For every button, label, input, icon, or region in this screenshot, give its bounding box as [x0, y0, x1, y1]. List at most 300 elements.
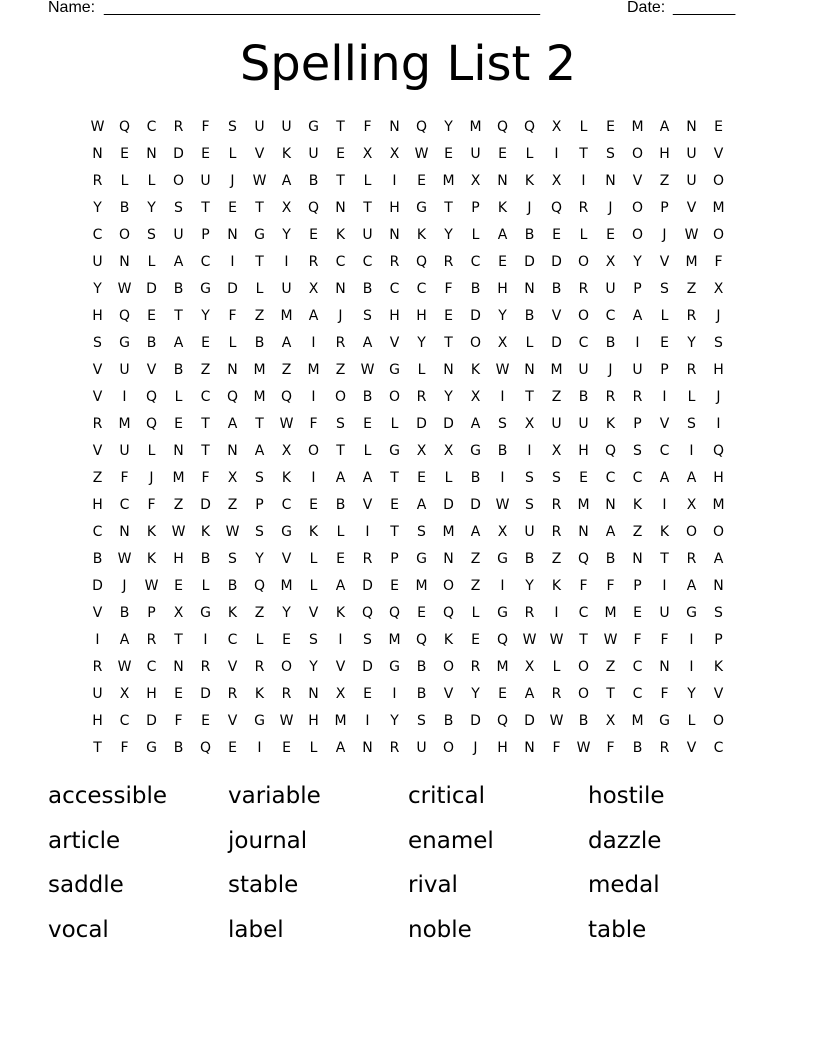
grid-letter: G — [416, 551, 427, 567]
grid-letter: T — [336, 173, 345, 189]
grid-letter: L — [525, 335, 534, 351]
grid-letter: V — [92, 605, 103, 621]
grid-letter: H — [497, 740, 508, 756]
grid-letter: L — [201, 578, 210, 594]
grid-letter: Z — [227, 497, 238, 513]
grid-letter: L — [228, 146, 237, 162]
grid-letter: A — [281, 335, 292, 351]
grid-letter: L — [660, 308, 669, 324]
grid-letter: M — [604, 605, 617, 621]
grid-letter: V — [686, 200, 697, 216]
grid-letter: B — [173, 362, 184, 378]
grid-letter: H — [578, 443, 589, 459]
grid-letter: W — [90, 119, 105, 135]
grid-letter: D — [443, 497, 454, 513]
grid-letter: R — [578, 200, 589, 216]
grid-letter: G — [281, 524, 292, 540]
grid-letter: F — [120, 740, 129, 756]
grid-letter: N — [605, 173, 616, 189]
grid-letter: R — [254, 659, 265, 675]
grid-letter: X — [524, 659, 535, 675]
grid-letter: U — [362, 227, 373, 243]
grid-letter: T — [201, 416, 210, 432]
grid-letter: F — [147, 497, 156, 513]
grid-letter: F — [714, 254, 723, 270]
grid-letter: K — [659, 524, 670, 540]
grid-letter: X — [416, 443, 427, 459]
grid-letter: E — [309, 227, 318, 243]
name-label: Name: — [48, 0, 96, 16]
grid-letter: W — [225, 524, 240, 540]
grid-letter: J — [527, 200, 532, 216]
grid-letter: Q — [415, 254, 428, 270]
grid-letter: R — [524, 605, 535, 621]
grid-letter: F — [660, 686, 669, 702]
grid-letter: K — [443, 632, 454, 648]
grid-letter: Z — [254, 605, 265, 621]
grid-letter: I — [554, 146, 559, 162]
grid-letter: S — [309, 632, 318, 648]
grid-letter: M — [712, 200, 725, 216]
grid-letter: O — [172, 173, 185, 189]
grid-letter: U — [308, 146, 319, 162]
grid-letter: O — [712, 713, 725, 729]
grid-letter: W — [576, 740, 591, 756]
grid-letter: Z — [551, 551, 562, 567]
grid-letter: B — [254, 335, 265, 351]
grid-letter: E — [336, 551, 345, 567]
grid-letter: N — [605, 497, 616, 513]
grid-letter: W — [117, 551, 132, 567]
grid-letter: I — [311, 470, 316, 486]
grid-letter: K — [632, 497, 643, 513]
grid-letter: B — [308, 173, 319, 189]
grid-letter: W — [279, 713, 294, 729]
grid-letter: T — [174, 632, 183, 648]
grid-letter: R — [92, 416, 103, 432]
grid-letter: T — [390, 524, 399, 540]
grid-letter: X — [119, 686, 130, 702]
grid-letter: W — [144, 578, 159, 594]
grid-letter: F — [228, 308, 237, 324]
grid-letter: G — [497, 551, 508, 567]
grid-letter: R — [605, 389, 616, 405]
grid-letter: F — [201, 119, 210, 135]
grid-letter: K — [281, 146, 292, 162]
grid-letter: L — [147, 443, 156, 459]
grid-letter: U — [416, 740, 427, 756]
grid-letter: R — [389, 254, 400, 270]
grid-letter: I — [365, 713, 370, 729]
grid-letter: A — [632, 308, 643, 324]
grid-letter: J — [473, 740, 478, 756]
grid-letter: D — [416, 416, 427, 432]
grid-letter: N — [578, 524, 589, 540]
word-bank-item: medal — [588, 872, 660, 898]
date-blank-line: _______ — [673, 0, 736, 16]
grid-letter: B — [605, 335, 616, 351]
grid-letter: B — [362, 389, 373, 405]
grid-letter: E — [174, 416, 183, 432]
grid-letter: K — [470, 362, 481, 378]
grid-letter: L — [309, 578, 318, 594]
grid-letter: T — [336, 119, 345, 135]
grid-letter: B — [200, 551, 211, 567]
grid-letter: C — [632, 686, 643, 702]
grid-letter: B — [173, 740, 184, 756]
grid-letter: W — [360, 362, 375, 378]
grid-letter: E — [444, 308, 453, 324]
grid-letter: B — [119, 200, 130, 216]
grid-letter: M — [631, 119, 644, 135]
grid-letter: B — [146, 335, 157, 351]
grid-letter: S — [228, 119, 237, 135]
grid-letter: C — [605, 470, 616, 486]
grid-letter: K — [713, 659, 724, 675]
grid-letter: T — [201, 200, 210, 216]
grid-letter: S — [228, 551, 237, 567]
grid-letter: D — [146, 713, 157, 729]
grid-letter: J — [608, 200, 613, 216]
grid-letter: C — [605, 308, 616, 324]
grid-letter: Y — [444, 119, 453, 135]
grid-letter: E — [174, 686, 183, 702]
grid-letter: H — [713, 362, 724, 378]
grid-letter: B — [416, 686, 427, 702]
word-bank-item: saddle — [48, 872, 124, 898]
grid-letter: L — [552, 659, 561, 675]
grid-letter: E — [228, 200, 237, 216]
grid-letter: Y — [471, 686, 480, 702]
grid-letter: U — [281, 281, 292, 297]
grid-letter: L — [417, 362, 426, 378]
grid-letter: R — [308, 254, 319, 270]
grid-letter: Q — [415, 119, 428, 135]
grid-letter: Q — [253, 578, 266, 594]
grid-letter: U — [173, 227, 184, 243]
grid-letter: I — [662, 578, 667, 594]
grid-letter: A — [173, 335, 184, 351]
grid-letter: N — [173, 659, 184, 675]
grid-letter: P — [714, 632, 723, 648]
grid-letter: S — [687, 416, 696, 432]
grid-letter: W — [252, 173, 267, 189]
grid-letter: A — [335, 578, 346, 594]
grid-letter: F — [606, 578, 615, 594]
grid-letter: I — [716, 416, 721, 432]
grid-letter: P — [633, 281, 642, 297]
grid-letter: T — [363, 200, 372, 216]
grid-letter: M — [577, 497, 590, 513]
grid-letter: R — [281, 686, 292, 702]
page-title: Spelling List 2 — [239, 36, 577, 92]
grid-letter: G — [389, 362, 400, 378]
grid-letter: E — [390, 497, 399, 513]
grid-letter: D — [551, 254, 562, 270]
grid-letter: M — [118, 416, 131, 432]
grid-letter: U — [470, 146, 481, 162]
grid-letter: B — [578, 713, 589, 729]
grid-letter: N — [443, 362, 454, 378]
grid-letter: Q — [523, 119, 536, 135]
grid-letter: S — [606, 146, 615, 162]
grid-letter: L — [363, 443, 372, 459]
grid-letter: R — [551, 497, 562, 513]
grid-letter: G — [254, 713, 265, 729]
grid-letter: X — [281, 200, 292, 216]
grid-letter: V — [227, 659, 238, 675]
grid-letter: R — [443, 254, 454, 270]
grid-letter: S — [552, 470, 561, 486]
grid-letter: J — [608, 362, 613, 378]
grid-letter: I — [122, 389, 127, 405]
grid-letter: M — [685, 254, 698, 270]
grid-letter: L — [309, 740, 318, 756]
grid-letter: H — [146, 686, 157, 702]
grid-letter: O — [631, 227, 644, 243]
grid-letter: E — [309, 497, 318, 513]
grid-letter: U — [686, 146, 697, 162]
grid-letter: N — [173, 443, 184, 459]
grid-letter: L — [579, 227, 588, 243]
grid-letter: T — [201, 443, 210, 459]
grid-letter: K — [146, 524, 157, 540]
grid-letter: K — [227, 605, 238, 621]
grid-letter: U — [551, 416, 562, 432]
grid-letter: I — [500, 578, 505, 594]
grid-letter: O — [712, 524, 725, 540]
grid-letter: C — [335, 254, 346, 270]
grid-letter: N — [713, 578, 724, 594]
grid-letter: U — [281, 119, 292, 135]
grid-letter: L — [147, 173, 156, 189]
grid-letter: E — [552, 227, 561, 243]
grid-letter: C — [92, 524, 103, 540]
grid-letter: W — [117, 659, 132, 675]
grid-letter: E — [633, 605, 642, 621]
grid-letter: F — [660, 632, 669, 648]
grid-letter: D — [362, 659, 373, 675]
grid-letter: X — [686, 497, 697, 513]
grid-letter: M — [415, 578, 428, 594]
grid-letter: H — [659, 146, 670, 162]
grid-letter: W — [495, 497, 510, 513]
grid-letter: B — [497, 443, 508, 459]
grid-letter: A — [362, 335, 373, 351]
grid-letter: N — [146, 146, 157, 162]
grid-letter: R — [92, 659, 103, 675]
grid-letter: A — [119, 632, 130, 648]
grid-letter: Z — [605, 659, 616, 675]
grid-letter: D — [173, 146, 184, 162]
grid-letter: V — [92, 389, 103, 405]
grid-letter: O — [307, 443, 320, 459]
grid-letter: E — [174, 578, 183, 594]
grid-letter: B — [470, 470, 481, 486]
grid-letter: B — [524, 308, 535, 324]
grid-letter: Q — [550, 200, 563, 216]
grid-letter: S — [525, 470, 534, 486]
grid-letter: S — [417, 713, 426, 729]
grid-letter: J — [662, 227, 667, 243]
grid-letter: A — [686, 470, 697, 486]
grid-letter: A — [524, 686, 535, 702]
grid-letter: D — [470, 713, 481, 729]
grid-letter: X — [281, 443, 292, 459]
grid-letter: E — [201, 713, 210, 729]
grid-letter: E — [282, 740, 291, 756]
grid-letter: R — [578, 281, 589, 297]
grid-letter: W — [117, 281, 132, 297]
grid-letter: X — [551, 173, 562, 189]
grid-letter: Y — [255, 551, 264, 567]
grid-letter: M — [334, 713, 347, 729]
grid-letter: T — [579, 146, 588, 162]
grid-letter: D — [200, 686, 211, 702]
grid-letter: N — [524, 362, 535, 378]
grid-letter: F — [201, 470, 210, 486]
grid-letter: U — [686, 173, 697, 189]
grid-letter: N — [119, 254, 130, 270]
grid-letter: B — [470, 281, 481, 297]
grid-letter: C — [119, 713, 130, 729]
grid-letter: N — [92, 146, 103, 162]
grid-letter: L — [444, 470, 453, 486]
grid-letter: S — [633, 443, 642, 459]
word-bank-item: stable — [228, 872, 299, 898]
grid-letter: W — [684, 227, 699, 243]
grid-letter: A — [713, 551, 724, 567]
grid-letter: U — [119, 443, 130, 459]
grid-letter: M — [388, 632, 401, 648]
grid-letter: G — [389, 659, 400, 675]
grid-letter: L — [363, 173, 372, 189]
grid-letter: H — [173, 551, 184, 567]
grid-letter: I — [635, 335, 640, 351]
grid-letter: V — [659, 254, 670, 270]
grid-letter: Q — [712, 443, 725, 459]
grid-letter: H — [389, 200, 400, 216]
grid-letter: X — [443, 443, 454, 459]
grid-letter: I — [662, 389, 667, 405]
grid-letter: I — [581, 173, 586, 189]
grid-letter: O — [631, 146, 644, 162]
grid-letter: E — [444, 146, 453, 162]
grid-letter: D — [362, 578, 373, 594]
grid-letter: R — [686, 308, 697, 324]
grid-letter: A — [335, 740, 346, 756]
grid-letter: K — [605, 416, 616, 432]
grid-letter: A — [335, 470, 346, 486]
grid-letter: K — [335, 227, 346, 243]
grid-letter: L — [120, 173, 129, 189]
grid-letter: Z — [632, 524, 643, 540]
grid-letter: G — [686, 605, 697, 621]
grid-letter: K — [524, 173, 535, 189]
grid-letter: Q — [496, 632, 509, 648]
grid-letter: S — [255, 524, 264, 540]
grid-letter: B — [416, 659, 427, 675]
grid-letter: E — [201, 146, 210, 162]
grid-letter: J — [716, 389, 721, 405]
grid-letter: R — [686, 362, 697, 378]
grid-letter: C — [200, 389, 211, 405]
grid-letter: B — [551, 281, 562, 297]
grid-letter: P — [633, 416, 642, 432]
grid-letter: G — [497, 605, 508, 621]
grid-letter: S — [363, 632, 372, 648]
grid-letter: E — [282, 632, 291, 648]
grid-letter: B — [335, 497, 346, 513]
grid-letter: S — [714, 605, 723, 621]
grid-letter: Y — [390, 713, 399, 729]
grid-letter: Q — [145, 416, 158, 432]
grid-letter: B — [605, 551, 616, 567]
grid-letter: Y — [687, 686, 696, 702]
grid-letter: V — [92, 443, 103, 459]
grid-letter: I — [662, 497, 667, 513]
grid-letter: W — [549, 632, 564, 648]
grid-letter: T — [255, 416, 264, 432]
grid-letter: X — [497, 524, 508, 540]
grid-letter: J — [230, 173, 235, 189]
grid-letter: E — [606, 119, 615, 135]
grid-letter: N — [632, 551, 643, 567]
grid-letter: X — [524, 416, 535, 432]
grid-letter: H — [92, 713, 103, 729]
grid-letter: J — [338, 308, 343, 324]
grid-letter: Y — [93, 200, 102, 216]
grid-letter: I — [311, 389, 316, 405]
grid-letter: D — [524, 713, 535, 729]
grid-letter: B — [524, 227, 535, 243]
grid-letter: L — [255, 632, 264, 648]
grid-letter: B — [227, 578, 238, 594]
grid-letter: E — [498, 146, 507, 162]
grid-letter: R — [92, 173, 103, 189]
grid-letter: S — [525, 497, 534, 513]
grid-letter: V — [227, 713, 238, 729]
grid-letter: M — [442, 524, 455, 540]
grid-letter: R — [659, 740, 670, 756]
grid-letter: L — [687, 713, 696, 729]
grid-letter: W — [495, 362, 510, 378]
grid-letter: O — [631, 200, 644, 216]
grid-letter: A — [659, 119, 670, 135]
grid-letter: P — [201, 227, 210, 243]
grid-letter: Y — [444, 227, 453, 243]
word-bank-item: dazzle — [588, 827, 662, 854]
grid-letter: U — [632, 362, 643, 378]
word-bank-item: journal — [228, 827, 308, 854]
grid-letter: A — [308, 308, 319, 324]
grid-letter: D — [200, 497, 211, 513]
grid-letter: M — [496, 659, 509, 675]
grid-letter: P — [471, 200, 480, 216]
grid-letter: O — [577, 659, 590, 675]
grid-letter: D — [146, 281, 157, 297]
grid-letter: P — [660, 200, 669, 216]
grid-letter: X — [389, 146, 400, 162]
grid-letter: C — [416, 281, 427, 297]
grid-letter: C — [281, 497, 292, 513]
grid-letter: R — [389, 740, 400, 756]
grid-letter: X — [497, 335, 508, 351]
grid-letter: Z — [686, 281, 697, 297]
grid-letter: Q — [496, 119, 509, 135]
grid-letter: R — [470, 659, 481, 675]
grid-letter: A — [470, 416, 481, 432]
